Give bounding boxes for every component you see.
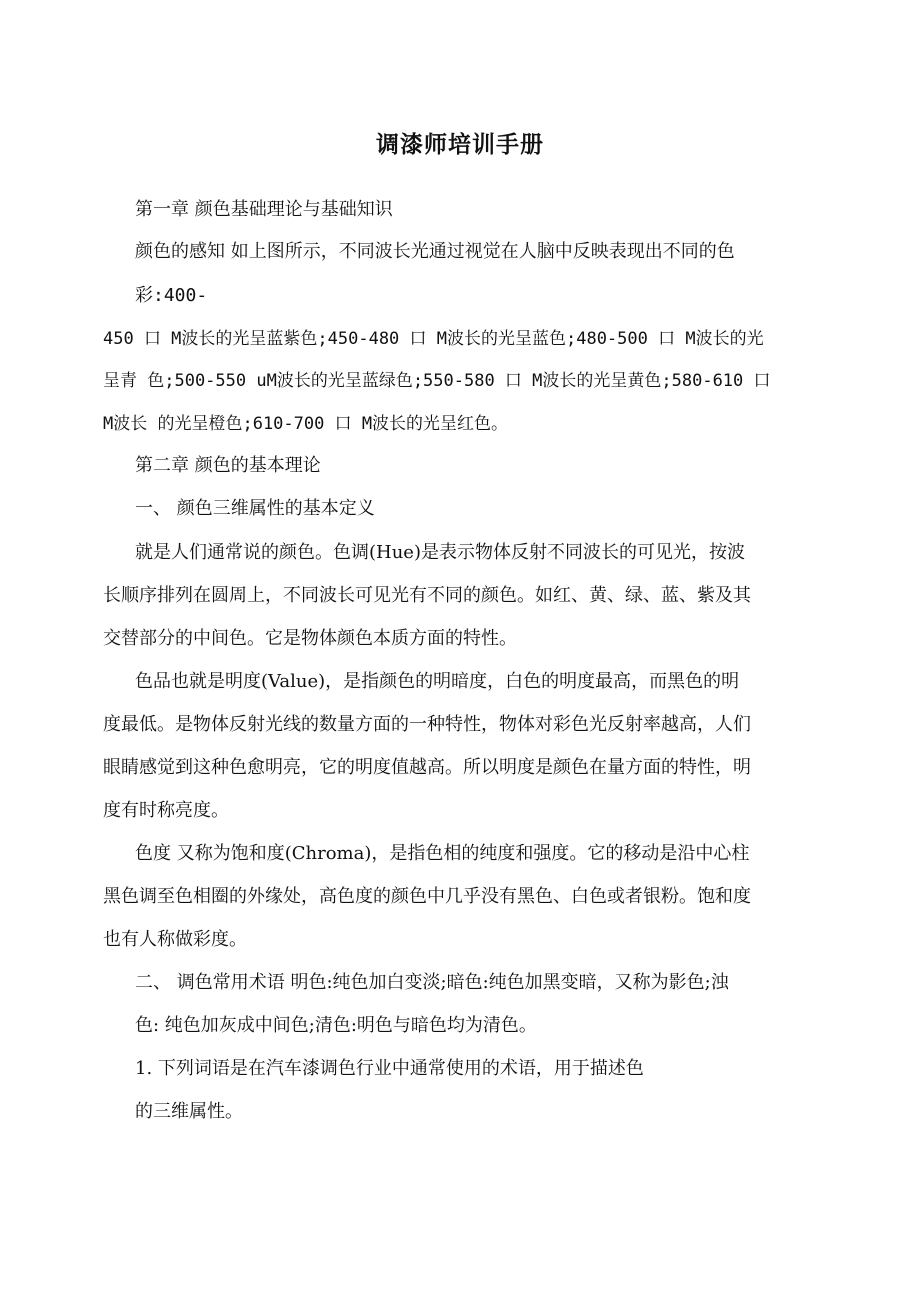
chapter1-para-line-5: M波长 的光呈橙色;610-700 口 M波长的光呈红色。: [103, 414, 509, 434]
chapter1-para-line-2: 彩:400-: [135, 285, 208, 306]
chapter1-para-line-3: 450 口 M波长的光呈蓝紫色;450-480 口 M波长的光呈蓝色;480-500 口 M波长的光: [103, 329, 764, 349]
chapter1-para-line-1: 颜色的感知 如上图所示，不同波长光通过视觉在人脑中反映表现出不同的色: [135, 241, 735, 262]
chapter1-para-line-4: 呈青 色;500-550 uM波长的光呈蓝绿色;550-580 口 M波长的光呈黄色;580-610 口: [103, 371, 771, 391]
value-para-line-4: 度有时称亮度。: [103, 800, 229, 821]
hue-para-line-3: 交替部分的中间色。它是物体颜色本质方面的特性。: [103, 628, 517, 649]
section2-line-1: 二、 调色常用术语 明色:纯色加白变淡;暗色:纯色加黑变暗，又称为影色;浊: [135, 972, 729, 993]
document-title: 调漆师培训手册: [376, 132, 544, 158]
section1-heading: 一、 颜色三维属性的基本定义: [135, 498, 375, 519]
hue-para-line-2: 长顺序排列在圆周上，不同波长可见光有不同的颜色。如红、黄、绿、蓝、紫及其: [103, 585, 751, 606]
item1-line-1: 1. 下列词语是在汽车漆调色行业中通常使用的术语，用于描述色: [135, 1058, 644, 1079]
hue-para-line-1: 就是人们通常说的颜色。色调(Hue)是表示物体反射不同波长的可见光，按波: [135, 542, 745, 563]
chroma-para-line-1: 色度 又称为饱和度(Chroma)，是指色相的纯度和强度。它的移动是沿中心柱: [135, 843, 750, 864]
value-para-line-3: 眼睛感觉到这种色愈明亮，它的明度值越高。所以明度是颜色在量方面的特性，明: [103, 757, 751, 778]
value-para-line-1: 色品也就是明度(Value)，是指颜色的明暗度，白色的明度最高，而黑色的明: [135, 671, 740, 692]
chapter2-heading: 第二章 颜色的基本理论: [135, 455, 321, 476]
value-para-line-2: 度最低。是物体反射光线的数量方面的一种特性，物体对彩色光反射率越高，人们: [103, 714, 751, 735]
chroma-para-line-2: 黑色调至色相圈的外缘处，高色度的颜色中几乎没有黑色、白色或者银粉。饱和度: [103, 886, 751, 907]
chroma-para-line-3: 也有人称做彩度。: [103, 929, 247, 950]
item1-line-2: 的三维属性。: [135, 1101, 243, 1122]
section2-line-2: 色: 纯色加灰成中间色;清色:明色与暗色均为清色。: [135, 1015, 537, 1036]
chapter1-heading: 第一章 颜色基础理论与基础知识: [135, 199, 393, 220]
